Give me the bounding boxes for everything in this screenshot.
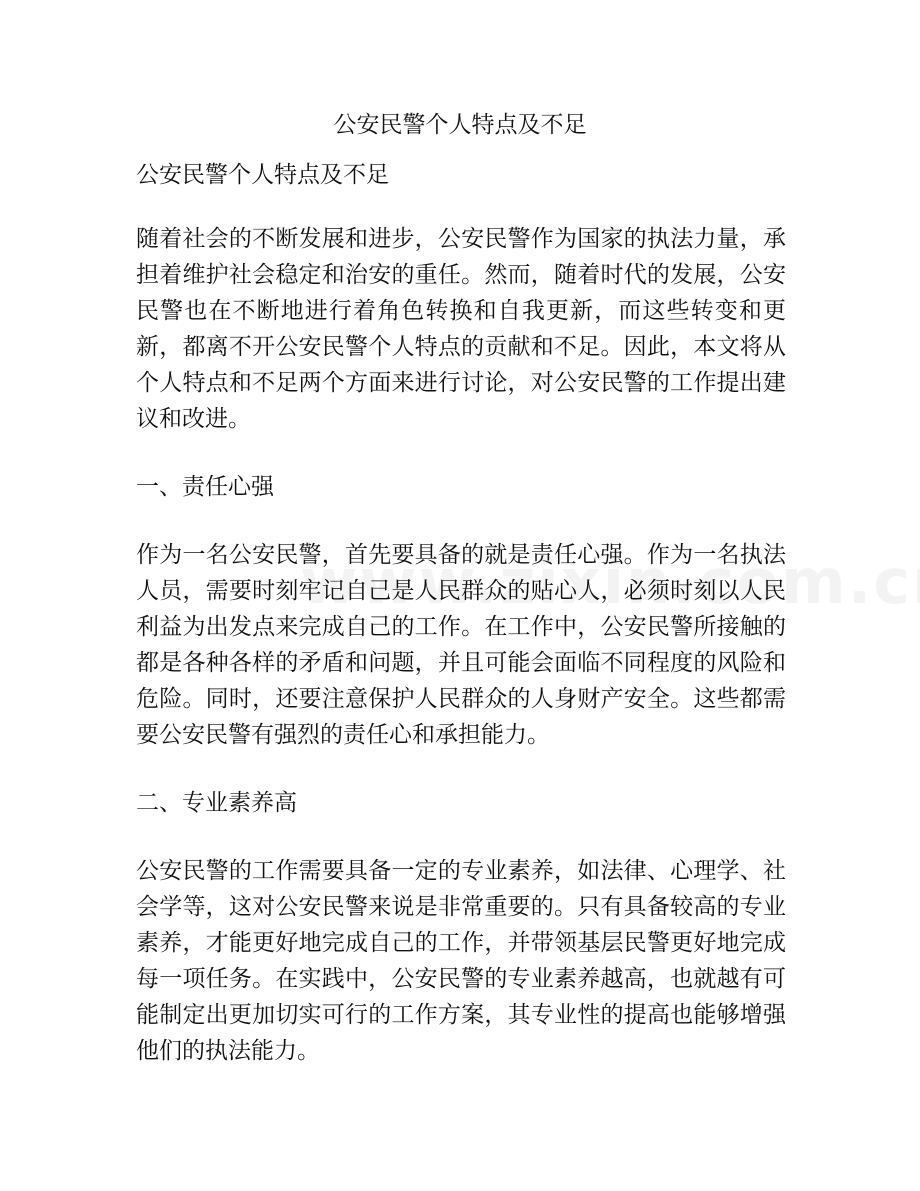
document-title: 公安民警个人特点及不足 xyxy=(333,112,587,138)
document-body xyxy=(136,157,786,1101)
section-paragraph-responsibility: 作为一名公安民警，首先要具备的就是责任心强。作为一名执法人员，需要时刻牢记自己是人民群众的贴心人，必须时刻以人民利益为出发点来完成自己的工作。在工作中，公安民警所接触的都是各种各样的矛盾和问题，并且可能会面临不同程度的风险和危险。同时，还要注意保护人民群众的人身财产安全。这些都需要公安民警有强烈的责任心和承担能力。 xyxy=(136,542,786,748)
section-heading-professionalism: 二、专业素养高 xyxy=(136,790,297,816)
section-heading-responsibility: 一、责任心强 xyxy=(136,474,274,500)
intro-paragraph: 随着社会的不断发展和进步，公安民警作为国家的执法力量，承担着维护社会稳定和治安的重任。然而，随着时代的发展，公安民警也在不断地进行着角色转换和自我更新，而这些转变和更新，都离不开公安民警个人特点的贡献和不足。因此，本文将从个人特点和不足两个方面来进行讨论，对公安民警的工作提出建议和改进。 xyxy=(136,226,786,432)
document-subtitle: 公安民警个人特点及不足 xyxy=(136,162,389,188)
section-paragraph-professionalism: 公安民警的工作需要具备一定的专业素养，如法律、心理学、社会学等，这对公安民警来说是非常重要的。只有具备较高的专业素养，才能更好地完成自己的工作，并带领基层民警更好地完成每一项任务。在实践中，公安民警的专业素养越高，也就越有可能制定出更加切实可行的工作方案，其专业性的提高也能够增强他们的执法能力。 xyxy=(136,858,786,1064)
